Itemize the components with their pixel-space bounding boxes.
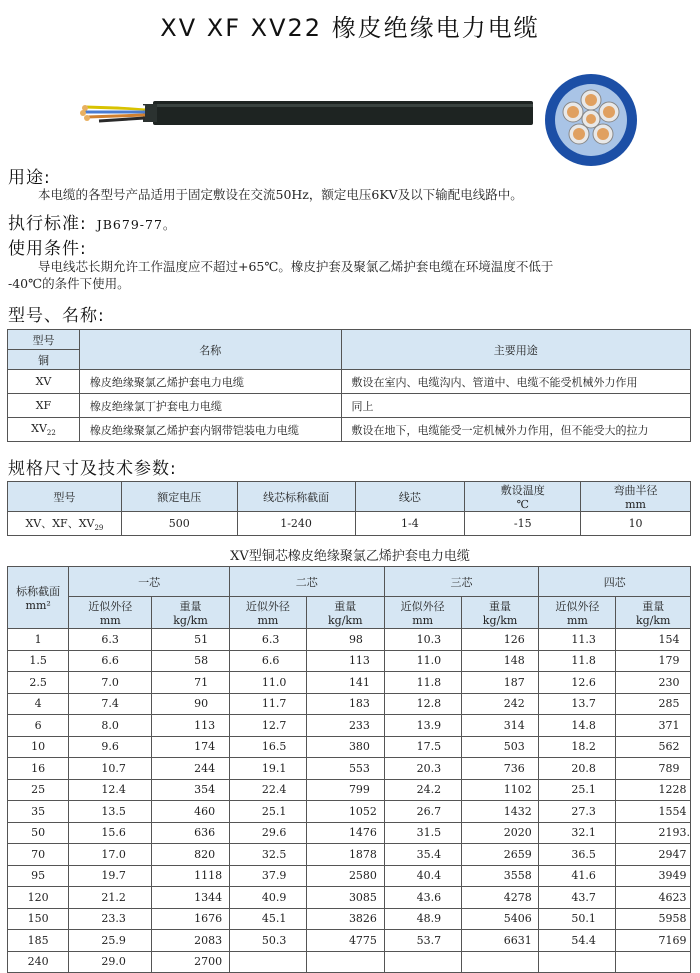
value-cell: 16.5 — [229, 736, 306, 758]
value-cell: 174 — [152, 736, 230, 758]
value-cell: 179 — [616, 650, 691, 672]
value-cell: 29.0 — [69, 951, 152, 973]
subhead-outer-diameter: 近似外径 mm — [539, 597, 616, 629]
section-cell: 70 — [8, 844, 69, 866]
value-cell: 148 — [461, 650, 539, 672]
value-cell: 17.0 — [69, 844, 152, 866]
value-cell: 23.3 — [69, 908, 152, 930]
section-cell: 185 — [8, 930, 69, 952]
value-cell: 553 — [306, 758, 384, 780]
table-row: XF 橡皮绝缘氯丁护套电力电缆 同上 — [8, 394, 691, 418]
value-cell: 40.9 — [229, 887, 306, 909]
value-cell: 7.4 — [69, 693, 152, 715]
value-cell: 13.9 — [384, 715, 461, 737]
value-cell — [616, 951, 691, 973]
value-cell: 26.7 — [384, 801, 461, 823]
value-cell: 6.6 — [229, 650, 306, 672]
table-row — [8, 822, 691, 844]
value-cell: 242 — [461, 693, 539, 715]
value-cell: 285 — [616, 693, 691, 715]
value-cell: 22.4 — [229, 779, 306, 801]
table-row — [8, 844, 691, 866]
value-cell: 1102 — [461, 779, 539, 801]
value-cell: 113 — [306, 650, 384, 672]
value-cell: 789 — [616, 758, 691, 780]
subhead-outer-diameter: 近似外径 mm — [384, 597, 461, 629]
models-heading: 型号、名称: — [8, 306, 105, 326]
value-cell: 10.3 — [384, 629, 461, 651]
value-cell: 154 — [616, 629, 691, 651]
value-cell: 3949 — [616, 865, 691, 887]
subhead-weight: 重量 kg/km — [152, 597, 230, 629]
value-cell: 12.6 — [539, 672, 616, 694]
value-cell: 230 — [616, 672, 691, 694]
value-cell: 19.1 — [229, 758, 306, 780]
table-row — [8, 672, 691, 694]
value-cell: 562 — [616, 736, 691, 758]
value-cell — [461, 951, 539, 973]
value-cell: 6.3 — [69, 629, 152, 651]
value-cell: 11.7 — [229, 693, 306, 715]
section-cell: 35 — [8, 801, 69, 823]
section-cell: 10 — [8, 736, 69, 758]
section-cell: 2.5 — [8, 672, 69, 694]
value-cell: 13.7 — [539, 693, 616, 715]
usage-heading: 用途: — [8, 168, 51, 188]
value-cell: 90 — [152, 693, 230, 715]
value-cell: 8.0 — [69, 715, 152, 737]
header-model-bottom: 铜 — [8, 350, 80, 370]
value-cell: 126 — [461, 629, 539, 651]
value-cell: 460 — [152, 801, 230, 823]
section-cell: 50 — [8, 822, 69, 844]
value-cell: 2020 — [461, 822, 539, 844]
value-cell: 12.7 — [229, 715, 306, 737]
value-cell: 1228 — [616, 779, 691, 801]
value-cell: 32.5 — [229, 844, 306, 866]
subhead-weight: 重量 kg/km — [306, 597, 384, 629]
value-cell: 1432 — [461, 801, 539, 823]
value-cell: 1878 — [306, 844, 384, 866]
standard-text: JB679-77。 — [96, 217, 177, 232]
value-cell: 244 — [152, 758, 230, 780]
value-cell — [306, 951, 384, 973]
value-cell: 18.2 — [539, 736, 616, 758]
value-cell: 25.1 — [539, 779, 616, 801]
value-cell: 7.0 — [69, 672, 152, 694]
value-cell: 2700 — [152, 951, 230, 973]
value-cell: 20.8 — [539, 758, 616, 780]
value-cell: 14.8 — [539, 715, 616, 737]
value-cell: 4623 — [616, 887, 691, 909]
value-cell: 29.6 — [229, 822, 306, 844]
value-cell: 2659 — [461, 844, 539, 866]
value-cell: 11.8 — [539, 650, 616, 672]
models-table — [7, 329, 691, 442]
standard-heading: 执行标准: JB679-77。 — [8, 214, 177, 234]
section-cell: 150 — [8, 908, 69, 930]
table-row — [8, 887, 691, 909]
value-cell: 50.1 — [539, 908, 616, 930]
data-table-title: XV型铜芯橡皮绝缘聚氯乙烯护套电力电缆 — [230, 549, 470, 564]
section-cell: 95 — [8, 865, 69, 887]
value-cell: 51 — [152, 629, 230, 651]
section-cell: 4 — [8, 693, 69, 715]
value-cell: 1554 — [616, 801, 691, 823]
value-cell: 820 — [152, 844, 230, 866]
value-cell: 13.5 — [69, 801, 152, 823]
value-cell: 48.9 — [384, 908, 461, 930]
value-cell: 799 — [306, 779, 384, 801]
value-cell: 54.4 — [539, 930, 616, 952]
value-cell: 380 — [306, 736, 384, 758]
value-cell — [384, 951, 461, 973]
value-cell: 11.8 — [384, 672, 461, 694]
value-cell: 71 — [152, 672, 230, 694]
value-cell: 4775 — [306, 930, 384, 952]
value-cell: 24.2 — [384, 779, 461, 801]
value-cell: 2083 — [152, 930, 230, 952]
usage-text: 本电缆的各型号产品适用于固定敷设在交流50Hz，额定电压6KV及以下输配电线路中。 — [38, 187, 523, 202]
cable-illustration — [75, 98, 535, 128]
section-cell: 6 — [8, 715, 69, 737]
core-group-4: 四芯 — [539, 567, 691, 597]
value-cell: 1476 — [306, 822, 384, 844]
value-cell: 15.6 — [69, 822, 152, 844]
spec-table: 型号 额定电压 线芯标称截面 线芯 敷设温度 ℃ 弯曲半径 mm XV、XF、$XV_{29}$ 500 1-240 1-4 -15 10 — [7, 481, 691, 536]
value-cell: 314 — [461, 715, 539, 737]
value-cell: 187 — [461, 672, 539, 694]
table-row — [8, 930, 691, 952]
table-row — [8, 908, 691, 930]
table-row: XV 橡皮绝缘聚氯乙烯护套电力电缆 敷设在室内、电缆沟内、管道中、电缆不能受机械外力作用 — [8, 370, 691, 394]
conditions-heading: 使用条件: — [8, 239, 87, 259]
value-cell: 4278 — [461, 887, 539, 909]
value-cell: 45.1 — [229, 908, 306, 930]
table-row — [8, 779, 691, 801]
conditions-text-1: 导电线芯长期允许工作温度应不超过+65℃。橡皮护套及聚氯乙烯护套电缆在环境温度不低于 — [38, 259, 554, 274]
table-row: XV、XF、$XV_{29}$ 500 1-240 1-4 -15 10 — [8, 512, 691, 536]
value-cell: 6631 — [461, 930, 539, 952]
section-cell: 1 — [8, 629, 69, 651]
specs-heading: 规格尺寸及技术参数: — [8, 459, 177, 479]
value-cell: 1344 — [152, 887, 230, 909]
value-cell: 25.9 — [69, 930, 152, 952]
value-cell: 3826 — [306, 908, 384, 930]
subhead-outer-diameter: 近似外径 mm — [229, 597, 306, 629]
value-cell: 3558 — [461, 865, 539, 887]
table-row — [8, 865, 691, 887]
value-cell: 2947 — [616, 844, 691, 866]
table-row — [8, 629, 691, 651]
value-cell: 6.6 — [69, 650, 152, 672]
value-cell: 5958 — [616, 908, 691, 930]
value-cell: 40.4 — [384, 865, 461, 887]
col-section-unit: mm² — [25, 599, 51, 612]
subhead-weight: 重量 kg/km — [616, 597, 691, 629]
value-cell: 43.7 — [539, 887, 616, 909]
value-cell: 50.3 — [229, 930, 306, 952]
core-group-1: 一芯 — [69, 567, 230, 597]
value-cell: 37.9 — [229, 865, 306, 887]
table-row — [8, 693, 691, 715]
value-cell: 7169 — [616, 930, 691, 952]
data-table — [7, 566, 691, 973]
subhead-weight: 重量 kg/km — [461, 597, 539, 629]
value-cell: 5406 — [461, 908, 539, 930]
value-cell: 12.8 — [384, 693, 461, 715]
value-cell — [539, 951, 616, 973]
table-row — [8, 715, 691, 737]
value-cell: 1052 — [306, 801, 384, 823]
conditions-text-2: -40℃的条件下使用。 — [8, 276, 130, 291]
table-row — [8, 650, 691, 672]
value-cell: 36.5 — [539, 844, 616, 866]
section-cell: 120 — [8, 887, 69, 909]
value-cell: 27.3 — [539, 801, 616, 823]
value-cell: 58 — [152, 650, 230, 672]
section-cell: 240 — [8, 951, 69, 973]
section-cell: 25 — [8, 779, 69, 801]
header-name: 名称 — [79, 330, 341, 370]
value-cell: 19.7 — [69, 865, 152, 887]
value-cell: 20.3 — [384, 758, 461, 780]
value-cell: 636 — [152, 822, 230, 844]
value-cell: 736 — [461, 758, 539, 780]
table-row — [8, 736, 691, 758]
value-cell: 354 — [152, 779, 230, 801]
table-row — [8, 801, 691, 823]
table-row — [8, 951, 691, 973]
value-cell: 10.7 — [69, 758, 152, 780]
core-group-3: 三芯 — [384, 567, 539, 597]
value-cell: 11.3 — [539, 629, 616, 651]
header-model-top: 型号 — [8, 330, 80, 350]
value-cell: 3085 — [306, 887, 384, 909]
table-row — [8, 758, 691, 780]
value-cell: 32.1 — [539, 822, 616, 844]
value-cell: 503 — [461, 736, 539, 758]
core-group-2: 二芯 — [229, 567, 384, 597]
value-cell: 1676 — [152, 908, 230, 930]
value-cell: 6.3 — [229, 629, 306, 651]
value-cell: 2580 — [306, 865, 384, 887]
section-cell: 16 — [8, 758, 69, 780]
value-cell: 183 — [306, 693, 384, 715]
value-cell: 41.6 — [539, 865, 616, 887]
header-use: 主要用途 — [341, 330, 690, 370]
page-title: XV XF XV22 橡皮绝缘电力电缆 — [160, 14, 540, 42]
value-cell: 17.5 — [384, 736, 461, 758]
value-cell: 31.5 — [384, 822, 461, 844]
value-cell: 9.6 — [69, 736, 152, 758]
value-cell: 98 — [306, 629, 384, 651]
value-cell: 233 — [306, 715, 384, 737]
value-cell: 12.4 — [69, 779, 152, 801]
value-cell: 113 — [152, 715, 230, 737]
section-cell: 1.5 — [8, 650, 69, 672]
col-section-label: 标称截面 — [16, 585, 61, 598]
value-cell: 371 — [616, 715, 691, 737]
value-cell: 43.6 — [384, 887, 461, 909]
value-cell: 2193. — [616, 822, 691, 844]
value-cell — [229, 951, 306, 973]
value-cell: 1118 — [152, 865, 230, 887]
value-cell: 141 — [306, 672, 384, 694]
table-row: $XV_{22}$ 橡皮绝缘聚氯乙烯护套内钢带铠装电力电缆 敷设在地下，电缆能受一定机械外力作用，但不能受大的拉力 — [8, 418, 691, 442]
value-cell: 53.7 — [384, 930, 461, 952]
value-cell: 25.1 — [229, 801, 306, 823]
value-cell: 21.2 — [69, 887, 152, 909]
cable-cross-section-icon — [543, 72, 639, 168]
value-cell: 11.0 — [384, 650, 461, 672]
value-cell: 11.0 — [229, 672, 306, 694]
value-cell: 35.4 — [384, 844, 461, 866]
subhead-outer-diameter: 近似外径 mm — [69, 597, 152, 629]
